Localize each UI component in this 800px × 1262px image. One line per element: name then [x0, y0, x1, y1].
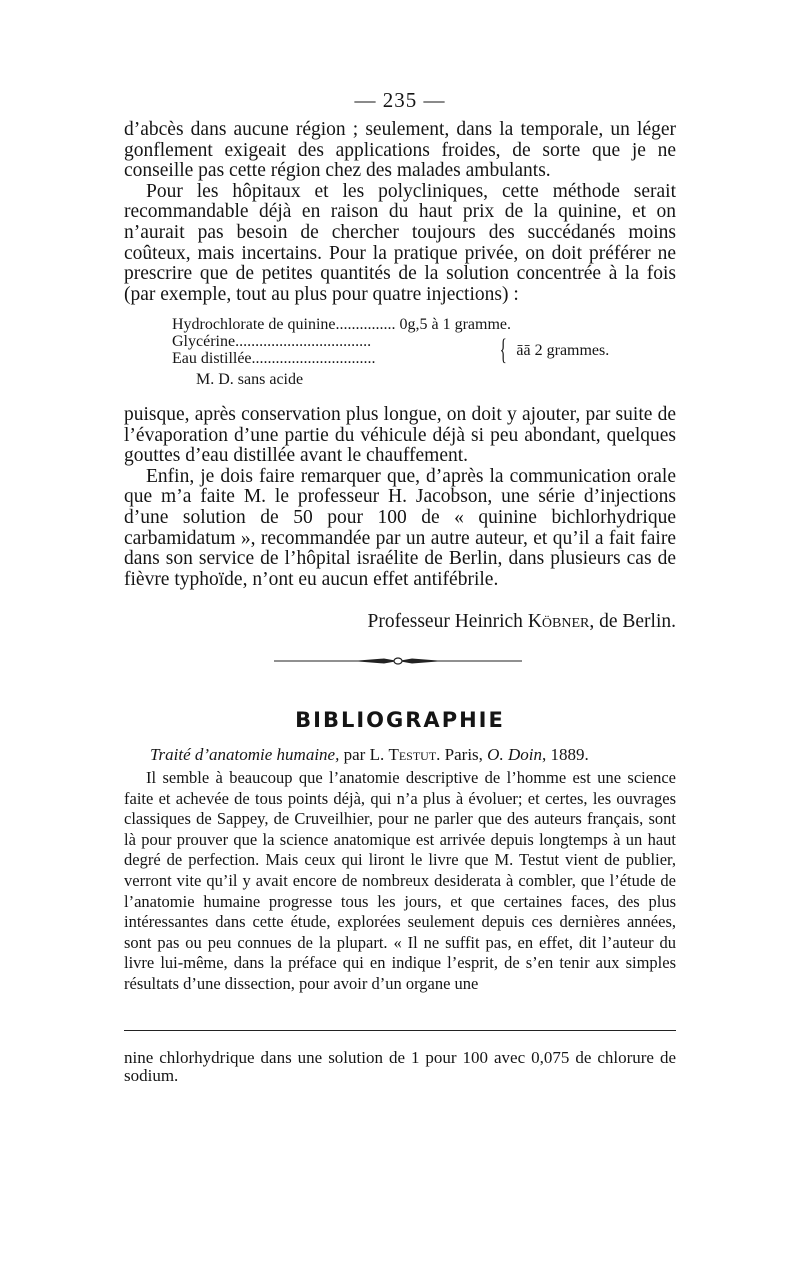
review-text: [124, 768, 676, 995]
signature-prefix: Professeur Heinrich: [367, 611, 528, 632]
author-signature: [124, 611, 676, 633]
formula-row-eau: [172, 350, 494, 367]
paragraph-enfin: Enfin, je dois faire remarquer que, d’après la communication orale que m’a faite M. le professeur H. Jacobson, une série d’injections d’une solution de 50 pour 100 de « quinine bichlorhydrique carbamidatum », recommandée par un autre auteur, et qu’il a fait faire dans son service de l’hôpital israélite de Berlin, dans plusieurs cas de fièvre typhoïde, n’ont eu aucun effet antifébrile.: [124, 465, 676, 590]
formula-instruction: M. D. sans acide: [196, 371, 304, 388]
formula-bracket-group: [172, 333, 672, 367]
page-number: — 235 —: [354, 88, 446, 112]
paragraph-hopitaux: Pour les hôpitaux et les polycliniques, cette méthode serait recommandable déjà en raison du haut prix de la quinine, et on n’aurait pas besoin de chercher toujours des succédanés moins coûteux, mais incertains. Pour la pratique privée, on doit préférer ne prescrire que de petites quantités de la solution concentrée à la fois (par exemple, tout au plus pour quatre injections) :: [124, 180, 676, 305]
formula-amount-shared: āā 2 grammes.: [516, 341, 610, 359]
review-paragraph: Il semble à beaucoup que l’anatomie descriptive de l’homme est une science faite et achevée de tous points déjà, qui n’a plus à évoluer; et certes, les ouvrages classiques de Sappey, de Cruveilhier, pour ne parler que des auteurs français, sont là pour prouver que la science anatomique est arrivée depuis longtemps à un haut degré de perfection. Mais ceux qui liront le livre que M. Testut vient de publier, verront vite qu’il y avait encore de nombreux desiderata à combler, que l’étude de l’anatomie humaine progresse tous les jours, et que certaines faces, des plus intéressantes dans cette étude, explorées seulement depuis ces dernières années, sont pas ou peu connues de la plupart. « Il ne suffit pas, en effet, dit l’auteur du livre lui-même, dans la préface qui en indique l’esprit, de s’en tenir aux simples résultats d’une dissection, pour avoir d’un organe une: [124, 768, 676, 993]
formula-row-quinine: [172, 316, 672, 333]
formula-label-quinine: Hydrochlorate de quinine...............: [172, 316, 396, 333]
paragraph-group-bottom: [124, 405, 676, 590]
section-divider-ornament: [274, 655, 522, 667]
formula-row-glycerine: [172, 333, 494, 350]
reference-by: par L.: [339, 745, 389, 764]
formula-brace: {: [499, 333, 507, 366]
paragraph-group-top: [124, 120, 676, 305]
paragraph-abces: d’abcès dans aucune région ; seulement, dans la temporale, un léger gonflement exigeait des applications froides, de sorte que je ne conseille pas cette région chez des malades ambulants.: [124, 119, 676, 182]
bibliography-reference: [150, 745, 670, 765]
reference-author: Testut: [388, 745, 437, 764]
footnote-rule: [124, 1030, 676, 1031]
reference-year: , 1889.: [541, 745, 589, 764]
formula-amount-quinine: 0g,5 à 1 gramme.: [399, 316, 512, 333]
bibliography-heading: BIBLIOGRAPHIE: [295, 708, 505, 732]
signature-suffix: , de Berlin.: [589, 611, 676, 632]
reference-publisher: O. Doin: [487, 745, 542, 764]
prescription-formula: [172, 316, 672, 388]
formula-label-glycerine: Glycérine..................................: [172, 333, 372, 350]
paragraph-puisque: puisque, après conservation plus longue, on doit y ajouter, par suite de l’évaporation d’une partie du véhicule déjà si peu abondant, quelques gouttes d’eau distillée avant le chauffement.: [124, 404, 676, 467]
reference-place: . Paris,: [436, 745, 488, 764]
footnote: nine chlorhydrique dans une solution de 1 pour 100 avec 0,075 de chlorure de sodium.: [124, 1048, 676, 1085]
formula-label-eau: Eau distillée...............................: [172, 350, 376, 367]
reference-title: Traité d’anatomie humaine,: [150, 745, 340, 764]
signature-surname: Köbner: [527, 611, 590, 632]
